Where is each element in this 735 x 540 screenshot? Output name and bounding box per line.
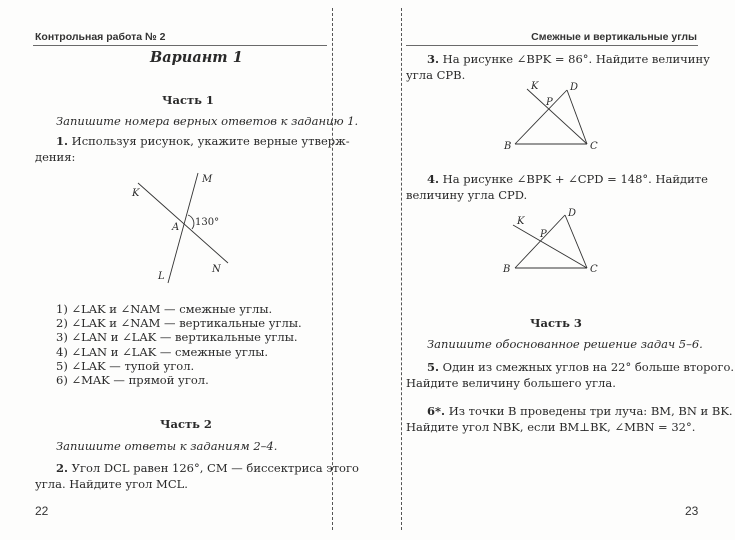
task2-line1: Угол DCL равен 126°, CM — биссектриса этого bbox=[71, 461, 359, 475]
option-5: 5) ∠LAK — тупой угол. bbox=[56, 358, 195, 373]
task2-line2: угла. Найдите угол MCL. bbox=[35, 477, 188, 491]
task4-text bbox=[406, 171, 708, 203]
option-6: 6) ∠MAK — прямой угол. bbox=[56, 373, 209, 388]
task1-line2: дения: bbox=[35, 150, 76, 164]
part1-title: Часть 1 bbox=[162, 93, 214, 107]
angle-label: 130° bbox=[195, 217, 220, 228]
task4-line2: величину угла CPD. bbox=[406, 188, 528, 202]
task3-figure bbox=[490, 75, 610, 160]
label-p: P bbox=[546, 97, 553, 108]
label-l: L bbox=[158, 271, 165, 282]
running-header-left: Контрольная работа № 2 bbox=[35, 31, 166, 43]
label-d: D bbox=[568, 208, 577, 219]
part3-title: Часть 3 bbox=[530, 316, 582, 330]
task4-number: 4. bbox=[427, 172, 440, 186]
label-k: K bbox=[531, 81, 539, 92]
task4-line1: На рисунке ∠BPK + ∠CPD = 148°. Найдите bbox=[442, 172, 708, 186]
header-rule-left bbox=[33, 45, 327, 46]
task2-number: 2. bbox=[56, 461, 69, 475]
task2-text bbox=[35, 460, 359, 492]
page-number-right: 23 bbox=[685, 504, 699, 518]
task4-figure bbox=[490, 200, 610, 280]
task1-line1: Используя рисунок, укажите верные утверж- bbox=[71, 134, 350, 148]
task5-line2: Найдите величину большего угла. bbox=[406, 376, 616, 390]
page-number-left: 22 bbox=[35, 504, 49, 518]
header-rule-right bbox=[406, 45, 698, 46]
part3-instruction: Запишите обоснованное решение задач 5–6. bbox=[427, 337, 703, 351]
label-n: N bbox=[212, 264, 221, 275]
label-b: B bbox=[503, 264, 511, 275]
task6-text bbox=[406, 403, 733, 435]
task6-number: 6*. bbox=[427, 404, 446, 418]
right-page bbox=[400, 0, 735, 540]
task3-number: 3. bbox=[427, 52, 440, 66]
variant-title: Вариант 1 bbox=[150, 49, 243, 66]
option-3: 3) ∠LAN и ∠LAK — вертикальные углы. bbox=[56, 330, 298, 345]
label-a: A bbox=[172, 222, 180, 233]
task1-figure bbox=[100, 160, 260, 290]
option-2: 2) ∠LAK и ∠NAM — вертикальные углы. bbox=[56, 316, 302, 331]
part1-instruction: Запишите номера верных ответов к заданию 1. bbox=[56, 114, 359, 128]
task3-line1: На рисунке ∠BPK = 86°. Найдите величину bbox=[442, 52, 710, 66]
task6-line1: Из точки B проведены три луча: BM, BN и BK. bbox=[448, 404, 733, 418]
left-page bbox=[0, 0, 359, 540]
part2-instruction: Запишите ответы к заданиям 2–4. bbox=[56, 439, 278, 453]
label-c: C bbox=[590, 264, 598, 275]
option-1: 1) ∠LAK и ∠NAM — смежные углы. bbox=[56, 302, 273, 316]
label-c: C bbox=[590, 141, 598, 152]
angle-arc-icon bbox=[188, 215, 194, 229]
label-k: K bbox=[132, 188, 140, 199]
cut-line-left bbox=[332, 8, 333, 530]
label-b: B bbox=[504, 141, 512, 152]
task5-number: 5. bbox=[427, 360, 440, 374]
label-k: K bbox=[517, 216, 525, 227]
label-p: P bbox=[540, 229, 547, 240]
task1-number: 1. bbox=[56, 134, 69, 148]
option-4: 4) ∠LAN и ∠LAK — смежные углы. bbox=[56, 344, 269, 359]
running-header-right: Смежные и вертикальные углы bbox=[531, 31, 697, 43]
label-m: M bbox=[202, 174, 213, 185]
task5-text bbox=[406, 359, 734, 391]
part2-title: Часть 2 bbox=[160, 417, 212, 431]
task3-line2: угла CPB. bbox=[406, 68, 466, 82]
task5-line1: Один из смежных углов на 22° больше второго. bbox=[442, 360, 735, 374]
task6-line2: Найдите угол NBK, если BM⊥BK, ∠MBN = 32°. bbox=[406, 420, 696, 434]
task1-options bbox=[56, 302, 302, 387]
label-d: D bbox=[570, 82, 579, 93]
